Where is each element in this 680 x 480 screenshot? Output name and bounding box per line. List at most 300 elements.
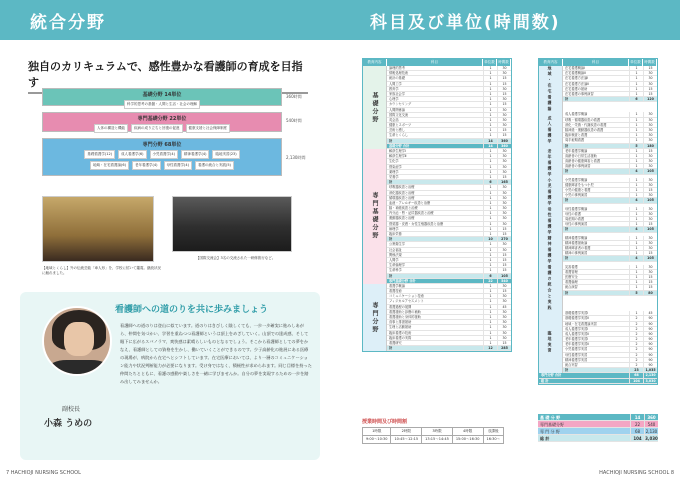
subject-units: 1 [629,222,643,226]
subject-name: 小児看護学実習 [565,347,588,352]
subject-name: 高齢者の事例演習 [565,164,591,169]
subject-name: 血液・アレルギー疾患と治療 [389,200,431,205]
subject-name: 統合実習 [565,363,578,367]
subject-hours: 15 [497,253,511,257]
level-head: 専門分野 68単位 [142,142,182,148]
period-time: 10:45〜12:15 [391,436,422,444]
subject-hours: 15 [497,175,511,179]
subject-hours: 30 [643,241,657,245]
subject-name: 薬理学 [389,169,399,174]
subject-hours: 30 [497,248,511,252]
subject-units: 1 [483,102,497,106]
subject-name: 公衆衛生学 [389,242,405,247]
subject-name: 地域・在宅看護論実習 [565,321,597,326]
subject-hours: 30 [643,82,657,86]
subject-hours: 30 [497,165,511,169]
subject-group [363,284,511,351]
subject-units: 4 [629,256,643,260]
subject-name: 高齢者の健康障害と看護 [565,159,601,164]
subject-hours: 90 [643,337,657,341]
subject-name: 母性看護学概論 [565,206,588,211]
subject-name: 精神看護学実習 [565,357,588,362]
subject-units: 1 [629,76,643,80]
subject-units: 1 [483,118,497,122]
subject-name: 臨床栄養 [389,232,402,236]
subject-units: 5 [629,144,643,148]
subject-hours: 15 [643,285,657,289]
subject-name: 計 [565,368,569,373]
subject-hours: 15 [643,275,657,279]
subject-name: 在宅看護概論Ⅱ [565,71,586,76]
subject-hours: 30 [643,212,657,216]
subject-hours: 30 [497,201,511,205]
subject-hours: 30 [497,123,511,127]
subject-hours: 30 [497,71,511,75]
subject-name: 周産期の看護 [565,217,585,222]
subject-units: 1 [483,284,497,288]
subject-group [539,311,657,373]
subject-units: 1 [483,299,497,303]
subject-name: 国際文化交流 [389,112,409,117]
portrait [42,306,112,376]
subject-hours: 30 [497,149,511,153]
subject-units: 1 [483,76,497,80]
level-head: 専門基礎分野 22単位 [137,116,187,122]
period-label: 4時限 [452,428,483,436]
subject-hours: 30 [643,265,657,269]
subject-units: 1 [483,268,497,272]
subject-units: 1 [483,315,497,319]
subject-units: 1 [629,265,643,269]
subject-units: 1 [483,201,497,205]
table-row [387,346,511,351]
group-label: 専門基礎分野 [363,149,387,284]
subject-units: 1 [629,285,643,289]
subject-hours: 360 [497,144,511,148]
subject-units: 1 [483,191,497,195]
table-row [563,97,657,102]
table-row [563,198,657,203]
column-header: 時間数 [643,59,657,66]
subject-name: 成人看護学実習Ⅰ [565,326,589,331]
subject-name: 感染症学 [389,164,402,169]
summary-label: 専門基礎分野 [540,422,564,427]
subject-hours: 90 [643,332,657,336]
subject-units: 2 [629,327,643,331]
subject-name: 計 [565,143,569,148]
subject-units: 1 [629,241,643,245]
subject-name: 臨床検査と看護 [565,133,588,138]
subject-units: 1 [483,66,497,70]
right-footer: HACHIOJI NURSING SCHOOL 8 [599,470,674,476]
table-row [563,227,657,232]
subject-name: 生命とくらし [389,133,409,138]
subject-hours: 30 [497,242,511,246]
period-label: 2時限 [391,428,422,436]
subject-units: 1 [483,216,497,220]
subject-hours: 15 [643,87,657,91]
subject-hours: 30 [643,246,657,250]
level-item: 地域・在宅看護論(6) [90,161,129,170]
group-label: 成人看護学 [539,112,563,148]
period-time: 13:15〜14:45 [422,436,453,444]
table-row [563,368,657,373]
level-item: 老年看護学(4) [132,161,160,170]
subject-hours: 30 [497,196,511,200]
subject-name: 母性の看護 [565,211,581,216]
subject-units: 1 [483,242,497,246]
subject-name: 母性看護学実習 [565,352,588,357]
subject-hours: 15 [497,232,511,236]
column-header: 教育内容 [539,59,563,66]
subject-units: 1 [483,128,497,132]
subject-name: 解剖生理学Ⅱ [389,154,407,159]
subject-name: 計 [565,227,569,232]
level-item: 小児看護学(4) [150,150,178,159]
group-label: 精神看護学 [539,236,563,265]
subject-hours: 30 [643,112,657,116]
subject-name: 人間工学 [389,81,402,86]
level-item: 基礎看護学(12) [84,150,115,159]
subject-name: 食事と排泄援助 [389,320,412,325]
subject-name: 芸術と癒し [389,128,405,133]
subject-name: 看護管理 [565,269,578,274]
subject-units: 1 [629,138,643,142]
subject-hours: 30 [643,217,657,221]
subject-units: 1 [483,206,497,210]
subject-group [539,178,657,207]
subject-name: 老年看護学概論 [565,148,588,153]
subject-hours: 30 [497,154,511,158]
subject-hours: 15 [643,251,657,255]
summary-hours: 540 [644,421,658,427]
subject-name: 統計の基礎 [389,76,405,81]
summary-units: 68 [630,428,644,434]
subject-hours: 105 [643,169,657,173]
subject-units: 1 [629,133,643,137]
subject-hours: 15 [643,149,657,153]
subject-name: 計 [565,97,569,102]
period-label: 1時限 [363,428,391,436]
subject-hours: 90 [643,347,657,351]
subject-hours: 30 [643,159,657,163]
subject-name: 計 [565,169,569,174]
subject-name: 看護援助と身体的援助 [389,315,421,319]
table-header [539,59,657,66]
period-time: 9:00〜10:30 [363,436,391,444]
subject-name: 基礎看護学実習Ⅰ [565,311,589,316]
subject-hours: 105 [643,227,657,231]
subject-units: 1 [483,325,497,329]
subject-units: 12 [483,346,497,350]
subject-group [539,112,657,148]
subject-hours: 15 [643,66,657,70]
subject-hours: 30 [643,118,657,122]
subject-units: 2 [629,353,643,357]
table-header [363,59,511,66]
subject-hours: 285 [497,346,511,350]
subject-units: 1 [629,212,643,216]
subject-name: 英会話 [389,117,399,122]
group-label: 専門分野 [363,284,387,351]
subject-units: 2 [629,347,643,351]
column-header: 科目 [563,59,629,66]
subject-name: 内分泌・腎・泌尿器疾患と治療 [389,211,434,216]
level-item: 臨地実習(23) [212,150,239,159]
subject-units: 4 [629,169,643,173]
subject-units: 1 [483,320,497,324]
level-item: 母性看護学(4) [164,161,192,170]
subject-units: 6 [483,180,497,184]
subject-name: 計 [389,346,393,351]
subject-hours: 105 [643,256,657,260]
subject-hours: 30 [643,154,657,158]
subject-hours: 90 [643,353,657,357]
subject-name: 計 [565,290,569,295]
subject-hours: 30 [497,331,511,335]
subject-hours: 30 [497,216,511,220]
subject-name: 小児看護学概論 [565,177,588,182]
subject-hours: 30 [497,97,511,101]
subject-units: 1 [629,251,643,255]
subject-hours: 90 [643,358,657,362]
subject-name: 病理学 [389,226,399,231]
subject-hours: 30 [497,159,511,163]
subject-name: 呼吸器疾患と治療 [389,185,415,190]
level-senmon [42,138,282,176]
subject-name: 看護援助と診療の補助 [389,309,421,314]
subject-units: 4 [629,198,643,202]
subject-units: 1 [483,232,497,236]
table-row [563,291,657,296]
subject-hours: 30 [497,315,511,319]
subject-hours: 15 [497,258,511,262]
level-hours: 540時間 [286,118,302,123]
left-footer: 7 HACHIOJI NURSING SCHOOL [6,470,81,476]
level-hours: 360時間 [286,94,302,99]
subject-hours: 15 [497,263,511,267]
subject-name: 精神看護学概論 [565,235,588,240]
level-head: 基礎分野 14単位 [142,92,182,98]
photo-puppet [42,196,154,262]
subject-units: 1 [483,87,497,91]
subject-name: 看護学概論 [389,283,405,288]
subject-hours: 30 [643,207,657,211]
table-row [563,169,657,174]
schedule-title: 授業時間及び時間割 [362,419,408,425]
photo-exchange [172,196,292,252]
subject-name: 小児の健康と看護 [565,188,591,193]
subject-hours: 180 [643,144,657,148]
subject-hours: 30 [643,71,657,75]
column-header: 単位数 [629,59,643,66]
period-time: 15:00〜16:30 [452,436,483,444]
right-header-title: 科目及び単位(時間数) [370,13,561,33]
subject-units: 1 [629,123,643,127]
subject-name: 関係法規 [389,252,402,257]
subject-units: 1 [483,149,497,153]
left-header-title: 統合分野 [30,13,106,33]
subject-units: 1 [483,185,497,189]
period-label: 3時限 [422,428,453,436]
subject-units: 14 [483,139,497,143]
subject-hours: 30 [497,211,511,215]
subject-name: 臨床看護の実際 [389,335,412,340]
subject-units: 1 [629,71,643,75]
subject-name: 運動器疾患と治療 [389,216,415,221]
subject-name: 生理と活動援助 [389,325,412,330]
subject-units: 1 [483,211,497,215]
subject-units: 1 [629,178,643,182]
subject-name: 脳・神経疾患と治療 [389,206,418,211]
summary-hours: 2,130 [645,429,658,434]
subject-units: 1 [483,310,497,314]
subject-group [539,66,657,112]
level-kiso [42,88,282,106]
subject-hours: 30 [497,118,511,122]
subject-name: 計 [389,273,393,278]
subject-units: 1 [629,118,643,122]
subject-units: 1 [483,133,497,137]
subject-units: 68 [629,373,643,377]
subject-name: 解剖生理学Ⅰ [389,149,406,153]
subject-name: 計 [389,237,393,242]
subject-hours: 15 [497,227,511,231]
subject-hours: 30 [643,138,657,142]
subject-units: 1 [629,275,643,279]
subject-units: 14 [483,144,497,148]
subject-hours: 30 [643,178,657,182]
subject-hours: 1,035 [643,368,657,372]
subject-units: 23 [629,368,643,372]
column-header: 教育内容 [363,59,387,66]
subject-units: 104 [629,379,643,383]
subject-name: 家族社会学 [389,91,405,96]
subject-units: 1 [483,175,497,179]
subject-name: 看護過程の展開 [389,304,412,309]
subject-units: 6 [483,274,497,278]
subject-units: 1 [483,159,497,163]
subject-hours: 105 [497,274,511,278]
level-item: 疾病の成り立ちと回復の促進 [131,124,183,133]
subject-hours: 3,030 [643,379,657,383]
subject-units: 1 [483,341,497,345]
subject-hours: 30 [497,336,511,340]
subject-name: 生命科学 [389,268,402,273]
subject-units: 2 [629,363,643,367]
subject-units: 1 [483,331,497,335]
subject-hours: 30 [497,222,511,226]
subject-name: 生化学 [389,159,399,164]
subject-hours: 540 [497,279,511,283]
subject-hours: 80 [643,291,657,295]
schedule-table [362,427,504,444]
subject-units: 1 [483,123,497,127]
subject-name: 成人看護学実習Ⅱ [565,331,589,336]
subject-units: 1 [483,196,497,200]
subject-hours: 30 [643,183,657,187]
subject-hours: 30 [643,164,657,168]
subject-group [539,207,657,236]
column-header: 科目 [387,59,483,66]
left-header [0,0,340,40]
summary-hours: 3,030 [645,436,658,441]
subject-hours: 30 [497,108,511,112]
subject-units: 1 [629,154,643,158]
subject-units: 1 [483,253,497,257]
subject-units: 2 [629,322,643,326]
subject-units: 1 [483,258,497,262]
subject-units: 22 [483,279,497,283]
subject-name: コミュニケーション技術 [389,294,424,299]
subject-hours: 15 [497,268,511,272]
subject-hours: 30 [643,270,657,274]
group-label: 基礎分野 [363,66,387,149]
subject-hours: 30 [643,123,657,127]
subject-group [363,149,511,284]
subject-hours: 30 [643,193,657,197]
subject-hours: 90 [643,363,657,367]
group-label: 臨地実習 [539,311,563,373]
subject-name: フィジカルアセスメント [389,299,424,304]
subject-units: 1 [629,159,643,163]
subject-hours: 15 [497,341,511,345]
subject-hours: 45 [643,311,657,315]
subject-name: 脳神経・運動器疾患の看護 [565,127,604,132]
subject-units: 1 [629,183,643,187]
subject-hours: 30 [497,320,511,324]
level-item: 成人看護学(6) [118,150,146,159]
subject-units: 1 [629,217,643,221]
subject-group [539,265,657,311]
group-label: 看護の統合と実践 [539,265,563,311]
subject-name: 成人看護学概論 [565,112,588,117]
subject-hours: 15 [497,128,511,132]
subject-name: 在宅看護方法論Ⅱ [565,81,589,86]
subject-units: 1 [483,227,497,231]
subject-units: 10 [483,237,497,241]
subject-hours: 30 [643,236,657,240]
subject-hours: 30 [643,133,657,137]
subject-units: 1 [483,108,497,112]
message-body: 看護師への道のりは登山に似ています。道のりはきびしく険しくても、一歩一歩確実に進みしあがら、仲間を気づかい、学習を重ねつつ看護師というは頂上をめざしていく。山頂での達成感、そして眼下に広がるスバノラマ、爽快感は素晴らしいものとなるでしょう。そこから看護師としての夢をかなえ、看護師としての資格を生かし、働いていくことができるのです。少子高齢化の進展にある医療の現場が、病院から在宅へとシフトしています。在宅医療においては、より一層のコミュニケーション能力や状況判断能力が必要になります。受け身ではなく、積極性が求められます。同じ目標を持った仲間たちとともに、看護の感動や楽しさを一緒に学びませんか。自分の夢を実現するための一歩を踏み出してみませんか。 [120,323,312,384]
subject-hours: 30 [497,299,511,303]
subject-group [363,66,511,149]
subject-name: 臨床看護の技術 [389,330,412,335]
message-box [20,292,320,460]
subject-units: 1 [629,92,643,96]
level-hours: 2,130時間 [286,155,306,160]
period-label: 放課後 [483,428,504,436]
subject-name: 生命倫理学 [389,263,405,268]
subject-hours: 30 [643,128,657,132]
subject-units: 1 [629,207,643,211]
subject-units: 1 [629,246,643,250]
subject-hours: 15 [497,102,511,106]
subject-units: 1 [483,71,497,75]
subject-name: 計 [565,256,569,261]
subject-hours: 15 [643,92,657,96]
subject-hours: 105 [643,198,657,202]
subject-units: 1 [629,128,643,132]
subject-name: 精神看護援助論 [565,240,588,245]
period-time: 16:30〜 [483,436,504,444]
subject-name: 基礎分野 合計 [389,143,410,148]
subject-name: 看護倫理 [565,280,578,285]
subject-name: 基礎看護学実習Ⅱ [565,316,589,321]
subject-name: 老年看護学実習Ⅰ [565,337,589,342]
subjects-table-left [362,58,512,352]
